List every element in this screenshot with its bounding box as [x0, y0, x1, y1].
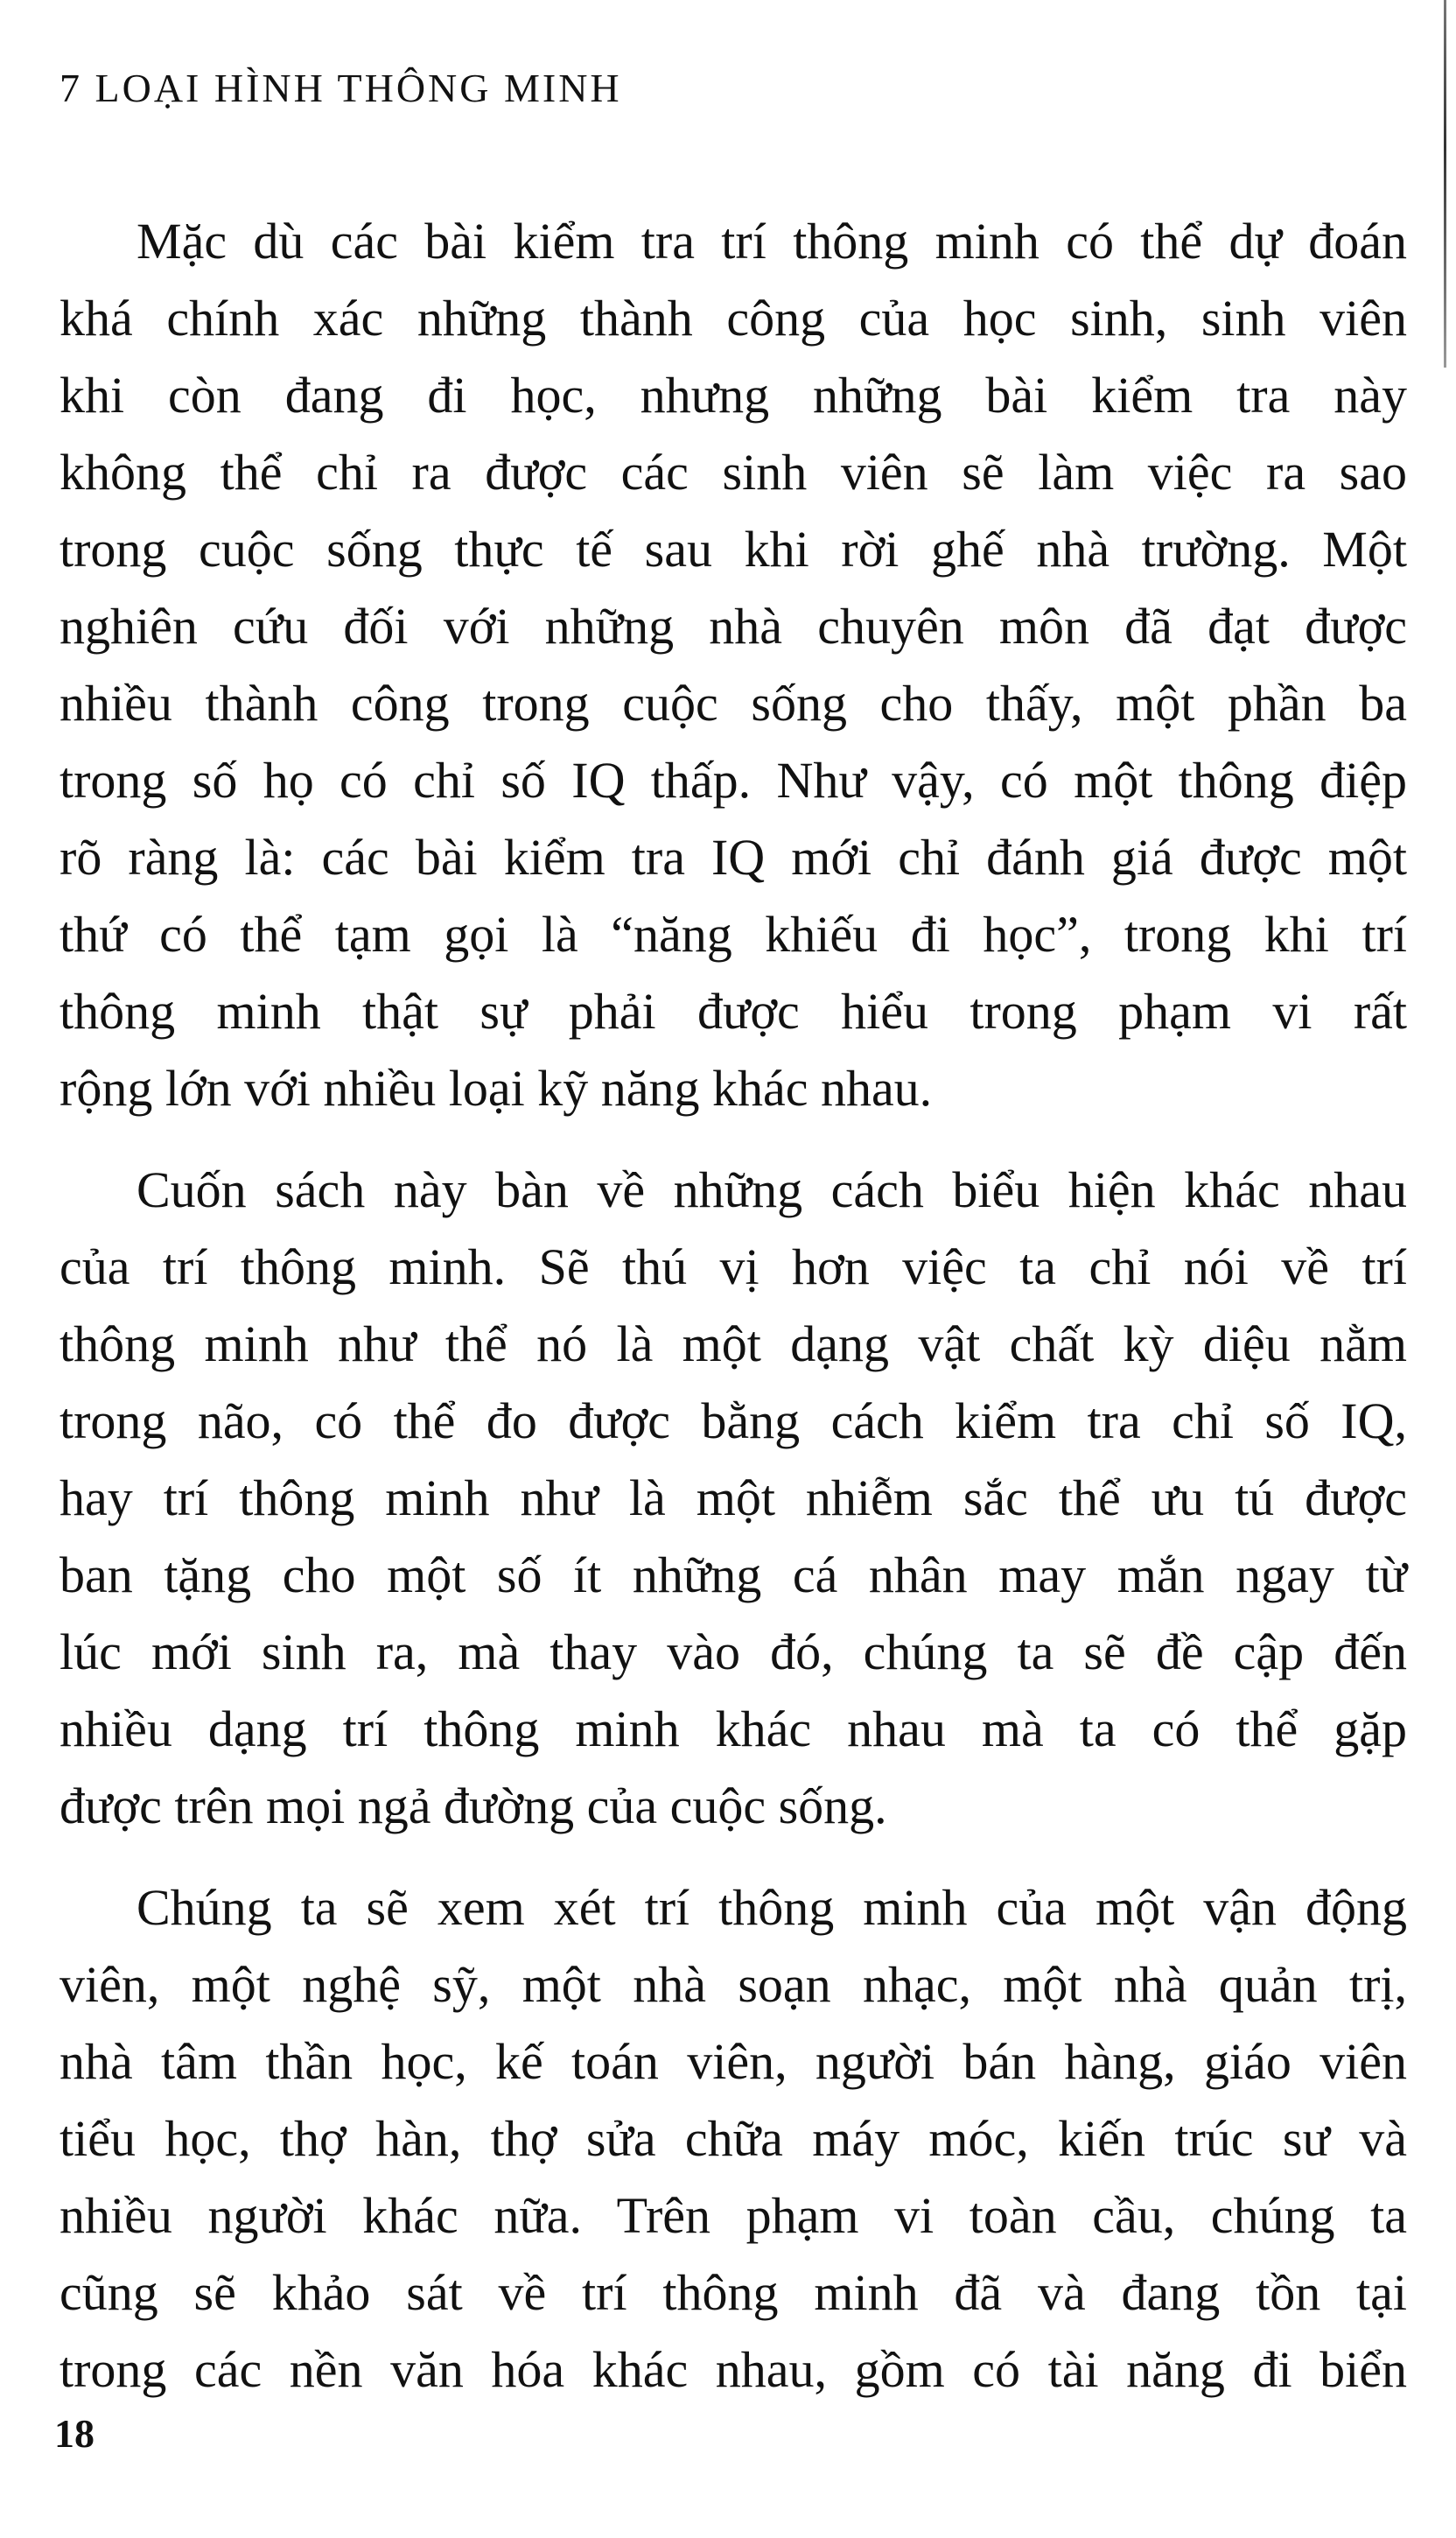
text-line: nhiều dạng trí thông minh khác nhau mà ta có thể gặp: [60, 1700, 1407, 1757]
text-line: rộng lớn với nhiều loại kỹ năng khác nhau.: [60, 1060, 933, 1117]
text-line: cũng sẽ khảo sát về trí thông minh đã và đang tồn tại: [60, 2264, 1407, 2321]
page-edge-shadow: [1444, 0, 1446, 368]
text-line: không thể chỉ ra được các sinh viên sẽ làm việc ra sao: [60, 444, 1407, 501]
text-line: thông minh như thể nó là một dạng vật chất kỳ diệu nằm: [60, 1315, 1407, 1372]
paragraph-3: [60, 1869, 1407, 2408]
paragraph-spacing: [60, 1845, 1407, 1869]
text-line: lúc mới sinh ra, mà thay vào đó, chúng ta sẽ đề cập đến: [60, 1623, 1407, 1680]
text-line: khá chính xác những thành công của học sinh, sinh viên: [60, 290, 1407, 347]
paragraph-1: [60, 203, 1407, 1127]
text-line: thông minh thật sự phải được hiểu trong phạm vi rất: [60, 983, 1407, 1040]
page-number: 18: [54, 2411, 94, 2456]
text-line: trong não, có thể đo được bằng cách kiểm tra chỉ số IQ,: [60, 1392, 1407, 1449]
text-line: viên, một nghệ sỹ, một nhà soạn nhạc, một nhà quản trị,: [60, 1956, 1407, 2013]
text-line: trong các nền văn hóa khác nhau, gồm có tài năng đi biển: [60, 2341, 1407, 2398]
text-line: được trên mọi ngả đường của cuộc sống.: [60, 1777, 887, 1834]
text-line: Cuốn sách này bàn về những cách biểu hiện khác nhau: [136, 1161, 1407, 1218]
text-line: nhà tâm thần học, kế toán viên, người bán hàng, giáo viên: [60, 2033, 1407, 2090]
text-line: rõ ràng là: các bài kiểm tra IQ mới chỉ đánh giá được một: [60, 829, 1407, 886]
text-line: thứ có thể tạm gọi là “năng khiếu đi học”, trong khi trí: [60, 906, 1407, 963]
text-line: nghiên cứu đối với những nhà chuyên môn đã đạt được: [60, 598, 1407, 655]
text-line: tiểu học, thợ hàn, thợ sửa chữa máy móc, kiến trúc sư và: [60, 2110, 1407, 2167]
text-line: trong số họ có chỉ số IQ thấp. Như vậy, có một thông điệp: [60, 752, 1407, 809]
text-line: trong cuộc sống thực tế sau khi rời ghế nhà trường. Một: [60, 521, 1407, 578]
text-line: của trí thông minh. Sẽ thú vị hơn việc ta chỉ nói về trí: [60, 1238, 1407, 1295]
running-header: 7 LOẠI HÌNH THÔNG MINH: [60, 66, 622, 110]
text-line: Mặc dù các bài kiểm tra trí thông minh có thể dự đoán: [136, 213, 1407, 270]
text-line: ban tặng cho một số ít những cá nhân may mắn ngay từ: [60, 1546, 1407, 1603]
text-line: hay trí thông minh như là một nhiễm sắc thể ưu tú được: [60, 1469, 1407, 1526]
body-text: [60, 203, 1407, 2408]
text-line: Chúng ta sẽ xem xét trí thông minh của một vận động: [136, 1879, 1407, 1936]
text-line: khi còn đang đi học, nhưng những bài kiểm tra này: [60, 367, 1407, 424]
text-line: nhiều người khác nữa. Trên phạm vi toàn cầu, chúng ta: [60, 2187, 1407, 2244]
paragraph-2: [60, 1152, 1407, 1845]
text-line: nhiều thành công trong cuộc sống cho thấy, một phần ba: [60, 675, 1407, 732]
paragraph-spacing: [60, 1127, 1407, 1152]
